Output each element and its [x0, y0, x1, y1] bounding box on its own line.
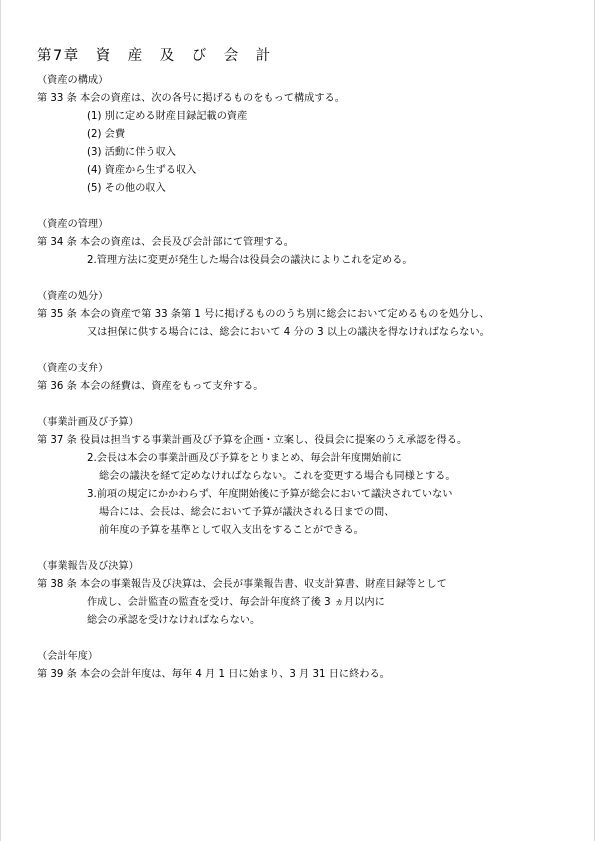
section-heading: （資産の構成） — [37, 75, 109, 86]
article-38-cont2: 総会の承認を受けなければならない。 — [87, 615, 261, 626]
chapter-title: 第7章 資 産 及 び 会 計 — [37, 48, 272, 64]
section-asset-management — [37, 216, 582, 270]
article-33-item-5: (5) その他の収入 — [87, 183, 166, 194]
section-heading: （事業計画及び予算） — [37, 417, 139, 428]
section-heading: （事業報告及び決算） — [37, 561, 139, 572]
article-33-item-2: (2) 会費 — [87, 129, 126, 140]
section-plan-budget — [37, 414, 582, 540]
article-38: 第 38 条 本会の事業報告及び決算は、会長が事業報告書、収支計算書、財産目録等として — [37, 579, 447, 590]
article-34-para-2: 2.管理方法に変更が発生した場合は役員会の議決によりこれを定める。 — [87, 255, 413, 266]
article-33: 第 33 条 本会の資産は、次の各号に掲げるものをもって構成する。 — [37, 93, 345, 104]
article-37-para-3-cont: 場合には、会長は、総会において予算が議決される日までの間、 — [99, 507, 395, 518]
article-36: 第 36 条 本会の経費は、資産をもって支弁する。 — [37, 381, 264, 392]
article-34: 第 34 条 本会の資産は、会長及び会計部にて管理する。 — [37, 237, 294, 248]
section-heading: （資産の処分） — [37, 291, 109, 302]
article-37-para-3: 3.前項の規定にかかわらず、年度開始後に予算が総会において議決されていない — [87, 489, 453, 500]
article-37-para-2-cont: 総会の議決を経て定めなければならない。これを変更する場合も同様とする。 — [99, 471, 456, 482]
section-heading: （会計年度） — [37, 651, 99, 662]
article-39: 第 39 条 本会の会計年度は、毎年 4 月 1 日に始まり、3 月 31 日に終わる。 — [37, 669, 390, 680]
article-33-item-1: (1) 別に定める財産目録記載の資産 — [87, 111, 248, 122]
article-33-item-4: (4) 資産から生ずる収入 — [87, 165, 197, 176]
article-35: 第 35 条 本会の資産で第 33 条第 1 号に掲げるもののうち別に総会において定めるものを処分し、 — [37, 309, 490, 320]
article-38-cont: 作成し、会計監査の監査を受け、毎会計年度終了後 3 ヵ月以内に — [87, 597, 385, 608]
section-report-settlement — [37, 558, 582, 630]
section-asset-disposal — [37, 288, 582, 342]
article-35-cont: 又は担保に供する場合には、総会において 4 分の 3 以上の議決を得なければならない。 — [87, 327, 490, 338]
page-left-edge — [0, 0, 1, 841]
section-asset-composition — [37, 72, 582, 198]
section-asset-expenditure — [37, 360, 582, 396]
section-heading: （資産の支弁） — [37, 363, 109, 374]
section-fiscal-year — [37, 648, 582, 684]
article-37-para-2: 2.会長は本会の事業計画及び予算をとりまとめ、毎会計年度開始前に — [87, 453, 402, 464]
section-heading: （資産の管理） — [37, 219, 109, 230]
article-37: 第 37 条 役員は担当する事業計画及び予算を企画・立案し、役員会に提案のうえ承認を得る。 — [37, 435, 468, 446]
article-33-item-3: (3) 活動に伴う収入 — [87, 147, 176, 158]
article-37-para-3-cont2: 前年度の予算を基準として収入支出をすることができる。 — [99, 525, 364, 536]
